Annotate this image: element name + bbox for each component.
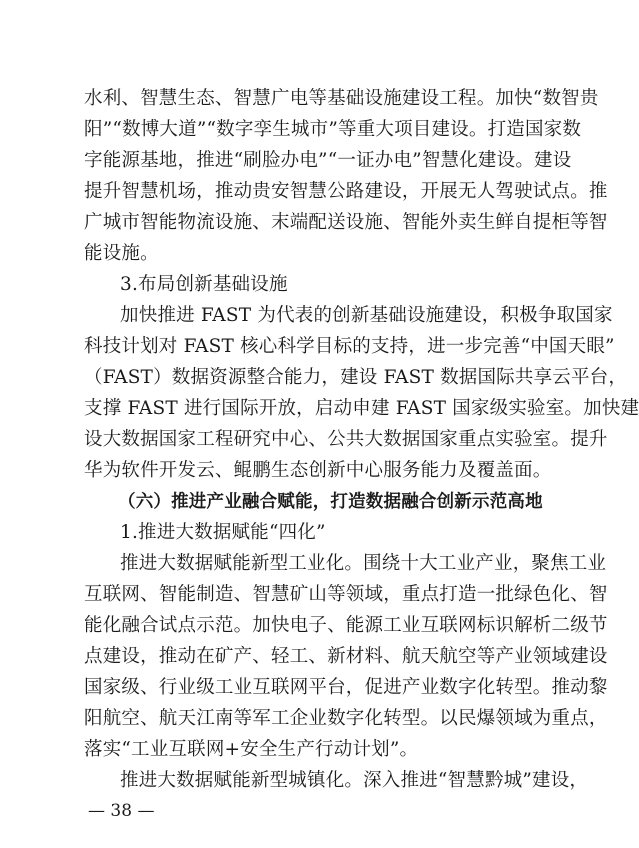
body-line: 能化融合试点示范。加快电子、能源工业互联网标识解析二级节 <box>84 615 608 636</box>
body-line: 点建设，推动在矿产、轻工、新材料、航天航空等产业领域建设 <box>84 646 608 667</box>
body-line: 落实“工业互联网+安全生产行动计划”。 <box>84 739 419 760</box>
body-line: 加快推进 FAST 为代表的创新基础设施建设，积极争取国家 <box>120 305 613 326</box>
body-line: 阳”“数博大道”“数字孪生城市”等重大项目建设。打造国家数 <box>84 119 582 140</box>
body-line: 互联网、智能制造、智慧矿山等领域，重点打造一批绿色化、智 <box>84 584 608 605</box>
section-subheading: 3.布局创新基础设施 <box>120 274 288 295</box>
body-line: 国家级、行业级工业互联网平台，促进产业数字化转型。推动黎 <box>84 677 608 698</box>
body-line: 字能源基地，推进“刷脸办电”“一证办电”智慧化建设。建设 <box>84 150 572 171</box>
section-subheading: 1.推进大数据赋能“四化” <box>120 522 326 543</box>
body-line: 提升智慧机场，推动贵安智慧公路建设，开展无人驾驶试点。推 <box>84 181 608 202</box>
page-number: — 38 — <box>88 801 155 821</box>
body-line: 推进大数据赋能新型城镇化。深入推进“智慧黔城”建设， <box>120 770 589 791</box>
body-line: 华为软件开发云、鲲鹏生态创新中心服务能力及覆盖面。 <box>84 460 552 481</box>
body-line: 推进大数据赋能新型工业化。围绕十大工业产业，聚焦工业 <box>120 553 607 574</box>
body-line: 水利、智慧生态、智慧广电等基础设施建设工程。加快“数智贵 <box>84 88 599 109</box>
body-line: 科技计划对 FAST 核心科学目标的支持，进一步完善“中国天眼” <box>84 336 615 357</box>
section-heading: （六）推进产业融合赋能，打造数据融合创新示范高地 <box>118 492 543 512</box>
body-line: 支撑 FAST 进行国际开放，启动申建 FAST 国家级实验室。加快建 <box>84 398 639 419</box>
body-line: 能设施。 <box>84 243 159 264</box>
body-line: 设大数据国家工程研究中心、公共大数据国家重点实验室。提升 <box>84 429 608 450</box>
body-line: 阳航空、航天江南等军工企业数字化转型。以民爆领域为重点， <box>84 708 608 729</box>
body-line: （FAST）数据资源整合能力，建设 FAST 数据国际共享云平台， <box>84 367 628 388</box>
body-line: 广城市智能物流设施、末端配送设施、智能外卖生鲜自提柜等智 <box>84 212 608 233</box>
